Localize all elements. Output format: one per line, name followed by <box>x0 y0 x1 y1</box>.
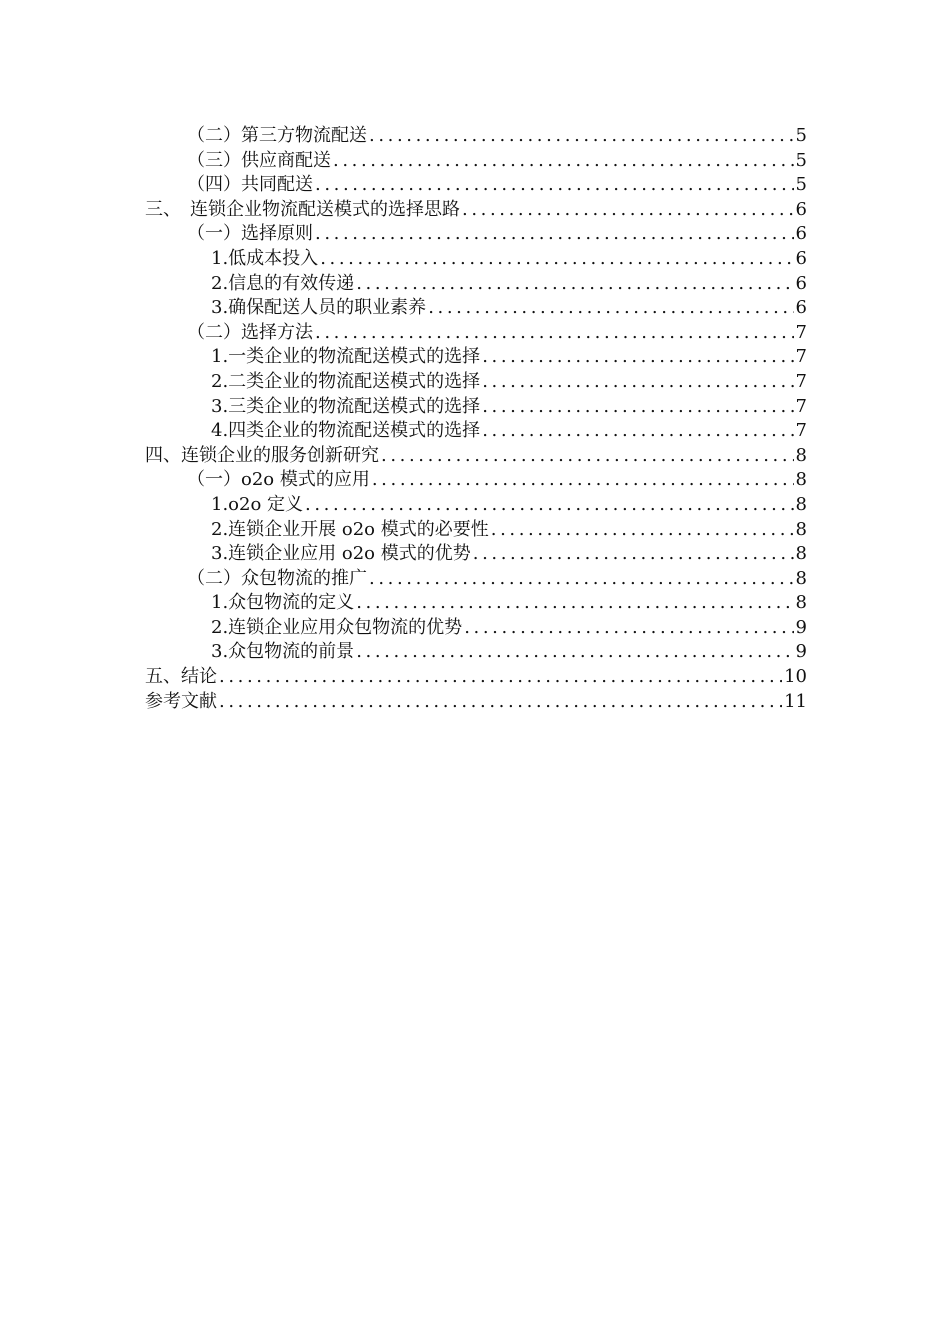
toc-entry-title: （一）选择原则 <box>187 223 313 245</box>
toc-entry-title: 2.二类企业的物流配送模式的选择 <box>211 370 481 392</box>
toc-entry-page-number: 9 <box>795 641 807 663</box>
toc-dot-leader <box>482 419 793 444</box>
toc-dot-leader <box>369 567 794 592</box>
toc-entry-title: （三）供应商配送 <box>187 149 331 171</box>
toc-entry[interactable] <box>145 272 807 297</box>
toc-entry[interactable] <box>145 567 807 592</box>
toc-dot-leader <box>482 345 793 370</box>
toc-entry-page-number: 9 <box>795 616 807 638</box>
toc-entry[interactable] <box>145 247 807 272</box>
toc-entry-page-number: 7 <box>795 420 807 442</box>
toc-entry[interactable] <box>145 468 807 493</box>
toc-entry-page-number: 8 <box>795 493 807 515</box>
toc-entry-page-number: 8 <box>795 518 807 540</box>
toc-entry-title: 1.一类企业的物流配送模式的选择 <box>211 346 481 368</box>
toc-entry[interactable] <box>145 665 807 690</box>
toc-dot-leader <box>381 444 794 469</box>
toc-dot-leader <box>372 468 794 493</box>
toc-dot-leader <box>315 173 794 198</box>
toc-entry-title: 2.信息的有效传递 <box>211 272 355 294</box>
toc-entry-page-number: 11 <box>784 690 807 712</box>
toc-dot-leader <box>369 124 794 149</box>
toc-entry-page-number: 5 <box>795 174 807 196</box>
toc-dot-leader <box>356 272 793 297</box>
toc-entry-title: 4.四类企业的物流配送模式的选择 <box>211 420 481 442</box>
toc-entry-page-number: 7 <box>795 395 807 417</box>
toc-entry[interactable] <box>145 124 807 149</box>
toc-entry-page-number: 6 <box>795 223 807 245</box>
toc-entry-page-number: 5 <box>795 149 807 171</box>
toc-dot-leader <box>464 616 793 641</box>
toc-entry-page-number: 10 <box>784 666 807 688</box>
toc-entry-page-number: 8 <box>795 444 807 466</box>
toc-entry-title: 1.o2o 定义 <box>211 493 304 515</box>
toc-entry-title: 3.连锁企业应用 o2o 模式的优势 <box>211 543 471 565</box>
toc-entry-title: （二）第三方物流配送 <box>187 125 367 146</box>
toc-dot-leader <box>491 518 794 543</box>
toc-entry-page-number: 8 <box>795 469 807 491</box>
toc-entry[interactable] <box>145 640 807 665</box>
toc-entry[interactable] <box>145 296 807 321</box>
toc-dot-leader <box>473 542 794 567</box>
toc-entry[interactable] <box>145 493 807 518</box>
toc-entry[interactable] <box>145 222 807 247</box>
toc-entry-page-number: 6 <box>795 272 807 294</box>
toc-entry-page-number: 7 <box>795 346 807 368</box>
toc-entry[interactable] <box>145 173 807 198</box>
toc-dot-leader <box>219 665 782 690</box>
toc-entry[interactable] <box>145 419 807 444</box>
toc-dot-leader <box>356 591 793 616</box>
toc-entry-title: 四、连锁企业的服务创新研究 <box>145 444 379 466</box>
toc-entry[interactable] <box>145 395 807 420</box>
toc-entry-title: 3.确保配送人员的职业素养 <box>211 297 427 319</box>
toc-entry[interactable] <box>145 345 807 370</box>
toc-entry[interactable] <box>145 149 807 174</box>
toc-entry[interactable] <box>145 690 807 715</box>
toc-entry-page-number: 8 <box>795 592 807 614</box>
toc-entry[interactable] <box>145 542 807 567</box>
toc-dot-leader <box>356 640 793 665</box>
toc-dot-leader <box>428 296 793 321</box>
toc-entry[interactable] <box>145 370 807 395</box>
toc-dot-leader <box>482 395 793 420</box>
toc-entry[interactable] <box>145 321 807 346</box>
toc-entry-title: 参考文献 <box>145 690 217 712</box>
toc-dot-leader <box>305 493 794 518</box>
toc-entry-title: 1.低成本投入 <box>211 247 319 269</box>
toc-dot-leader <box>315 321 794 346</box>
toc-entry-title: （二）选择方法 <box>187 321 313 343</box>
toc-entry-page-number: 7 <box>795 370 807 392</box>
toc-entry-page-number: 6 <box>795 198 807 220</box>
toc-dot-leader <box>333 149 794 174</box>
table-of-contents <box>145 124 807 714</box>
toc-entry-page-number: 6 <box>795 297 807 319</box>
toc-dot-leader <box>462 198 794 223</box>
toc-dot-leader <box>219 690 782 715</box>
toc-entry-title: 3.众包物流的前景 <box>211 641 355 663</box>
toc-entry[interactable] <box>145 591 807 616</box>
toc-entry-title: 2.连锁企业应用众包物流的优势 <box>211 616 463 638</box>
toc-entry-page-number: 8 <box>795 543 807 565</box>
toc-entry[interactable] <box>145 518 807 543</box>
toc-entry-title: （二）众包物流的推广 <box>187 567 367 589</box>
toc-entry-page-number: 5 <box>795 125 807 146</box>
toc-entry-title: 五、结论 <box>145 666 217 688</box>
toc-dot-leader <box>482 370 793 395</box>
toc-entry-page-number: 6 <box>795 247 807 269</box>
toc-entry[interactable] <box>145 444 807 469</box>
toc-entry-title: 3.三类企业的物流配送模式的选择 <box>211 395 481 417</box>
toc-entry-page-number: 7 <box>795 321 807 343</box>
toc-entry[interactable] <box>145 198 807 223</box>
toc-dot-leader <box>315 222 794 247</box>
toc-entry[interactable] <box>145 616 807 641</box>
toc-dot-leader <box>320 247 793 272</box>
toc-entry-title: （一）o2o 模式的应用 <box>187 469 370 491</box>
toc-entry-title: （四）共同配送 <box>187 174 313 196</box>
toc-entry-title: 1.众包物流的定义 <box>211 592 355 614</box>
toc-entry-page-number: 8 <box>795 567 807 589</box>
toc-entry-title: 2.连锁企业开展 o2o 模式的必要性 <box>211 518 489 540</box>
toc-entry-title: 三、 连锁企业物流配送模式的选择思路 <box>145 198 460 220</box>
